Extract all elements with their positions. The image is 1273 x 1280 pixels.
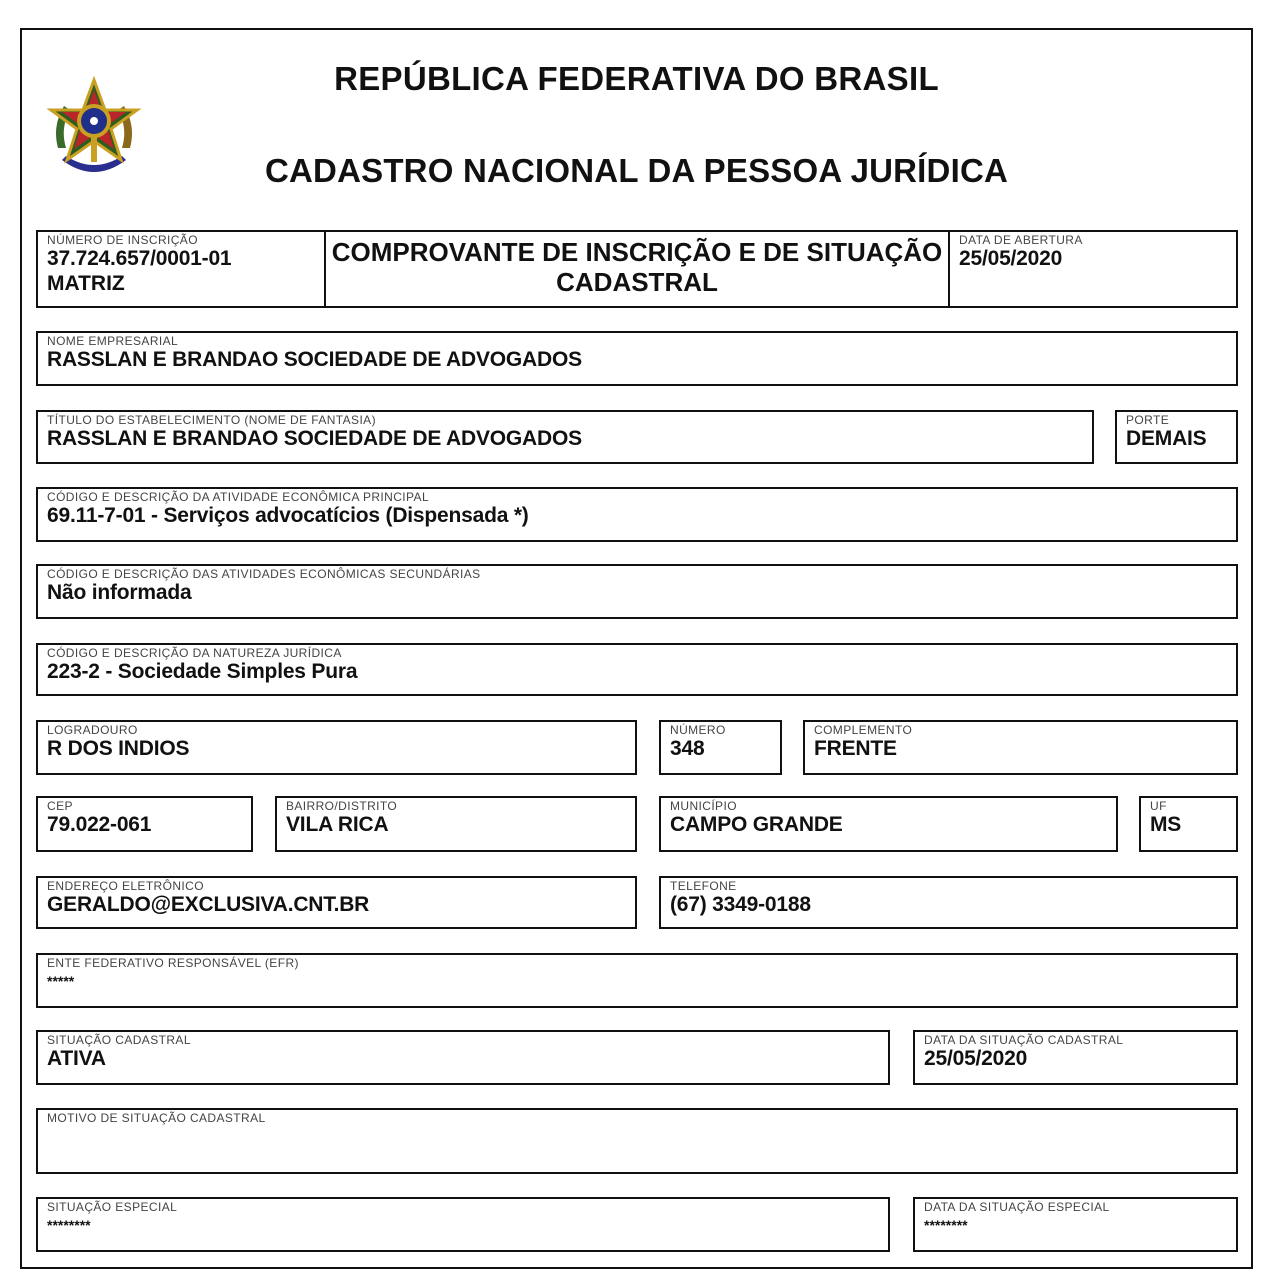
telefone-box <box>659 876 1238 929</box>
registry-title: CADASTRO NACIONAL DA PESSOA JURÍDICA <box>264 152 1009 189</box>
document-title-box <box>324 230 950 308</box>
cep-label: CEP <box>47 799 73 813</box>
motivo-situacao-box <box>36 1108 1238 1174</box>
municipio-label: MUNICÍPIO <box>670 799 737 813</box>
efr-box <box>36 953 1238 1008</box>
natureza-juridica-box <box>36 643 1238 696</box>
situacao-especial-value: ******** <box>47 1217 91 1233</box>
uf-label: UF <box>1150 799 1167 813</box>
situacao-cadastral-label: SITUAÇÃO CADASTRAL <box>47 1033 191 1047</box>
data-situacao-cadastral-box <box>913 1030 1238 1085</box>
atividades-secundarias-label: CÓDIGO E DESCRIÇÃO DAS ATIVIDADES ECONÔMICAS SECUNDÁRIAS <box>47 567 481 581</box>
data-situacao-especial-value: ******** <box>924 1217 968 1233</box>
email-box <box>36 876 637 929</box>
data-abertura-value: 25/05/2020 <box>959 247 1063 270</box>
atividades-secundarias-value: Não informada <box>47 581 192 604</box>
document-title-line1: COMPROVANTE DE INSCRIÇÃO E DE SITUAÇÃO <box>331 237 943 267</box>
cep-box <box>36 796 253 852</box>
country-title: REPÚBLICA FEDERATIVA DO BRASIL <box>334 60 939 97</box>
numero-box <box>659 720 782 775</box>
nome-empresarial-value: RASSLAN E BRANDAO SOCIEDADE DE ADVOGADOS <box>47 348 582 371</box>
data-situacao-cadastral-value: 25/05/2020 <box>924 1047 1028 1070</box>
nome-empresarial-box <box>36 331 1238 386</box>
data-abertura-box <box>948 230 1238 308</box>
complemento-box <box>803 720 1238 775</box>
efr-value: ***** <box>47 973 75 989</box>
document-title-line2: CADASTRAL <box>556 267 718 297</box>
atividades-secundarias-box <box>36 564 1238 619</box>
numero-label: NÚMERO <box>670 723 726 737</box>
titulo-estabelecimento-label: TÍTULO DO ESTABELECIMENTO (NOME DE FANTASIA) <box>47 413 376 427</box>
titulo-estabelecimento-box <box>36 410 1094 464</box>
numero-inscricao-value: 37.724.657/0001-01 <box>47 247 232 270</box>
municipio-box <box>659 796 1118 852</box>
atividade-principal-value: 69.11-7-01 - Serviços advocatícios (Dispensada *) <box>47 504 529 527</box>
porte-label: PORTE <box>1126 413 1170 427</box>
bairro-value: VILA RICA <box>286 813 389 836</box>
nome-empresarial-label: NOME EMPRESARIAL <box>47 334 179 348</box>
telefone-label: TELEFONE <box>670 879 737 893</box>
data-abertura-label: DATA DE ABERTURA <box>959 233 1083 247</box>
situacao-cadastral-value: ATIVA <box>47 1047 106 1070</box>
bairro-box <box>275 796 637 852</box>
titulo-estabelecimento-value: RASSLAN E BRANDAO SOCIEDADE DE ADVOGADOS <box>47 427 582 450</box>
data-situacao-especial-label: DATA DA SITUAÇÃO ESPECIAL <box>924 1200 1110 1214</box>
complemento-label: COMPLEMENTO <box>814 723 913 737</box>
municipio-value: CAMPO GRANDE <box>670 813 843 836</box>
natureza-juridica-label: CÓDIGO E DESCRIÇÃO DA NATUREZA JURÍDICA <box>47 646 342 660</box>
uf-value: MS <box>1150 813 1182 836</box>
data-situacao-cadastral-label: DATA DA SITUAÇÃO CADASTRAL <box>924 1033 1124 1047</box>
document-title <box>326 237 948 297</box>
email-label: ENDEREÇO ELETRÔNICO <box>47 879 204 893</box>
situacao-cadastral-box <box>36 1030 890 1085</box>
data-situacao-especial-box <box>913 1197 1238 1252</box>
numero-inscricao-box <box>36 230 326 308</box>
logradouro-label: LOGRADOURO <box>47 723 138 737</box>
situacao-especial-label: SITUAÇÃO ESPECIAL <box>47 1200 178 1214</box>
logradouro-value: R DOS INDIOS <box>47 737 190 760</box>
uf-box <box>1139 796 1238 852</box>
cep-value: 79.022-061 <box>47 813 152 836</box>
porte-box <box>1115 410 1238 464</box>
bairro-label: BAIRRO/DISTRITO <box>286 799 398 813</box>
atividade-principal-box <box>36 487 1238 542</box>
natureza-juridica-value: 223-2 - Sociedade Simples Pura <box>47 660 358 683</box>
porte-value: DEMAIS <box>1126 427 1207 450</box>
complemento-value: FRENTE <box>814 737 897 760</box>
numero-inscricao-label: NÚMERO DE INSCRIÇÃO <box>47 233 198 247</box>
numero-value: 348 <box>670 737 705 760</box>
situacao-especial-box <box>36 1197 890 1252</box>
logradouro-box <box>36 720 637 775</box>
email-value: GERALDO@EXCLUSIVA.CNT.BR <box>47 893 370 916</box>
telefone-value: (67) 3349-0188 <box>670 893 811 916</box>
efr-label: ENTE FEDERATIVO RESPONSÁVEL (EFR) <box>47 956 299 970</box>
atividade-principal-label: CÓDIGO E DESCRIÇÃO DA ATIVIDADE ECONÔMICA PRINCIPAL <box>47 490 430 504</box>
motivo-situacao-label: MOTIVO DE SITUAÇÃO CADASTRAL <box>47 1111 266 1125</box>
matriz-value: MATRIZ <box>47 272 125 295</box>
